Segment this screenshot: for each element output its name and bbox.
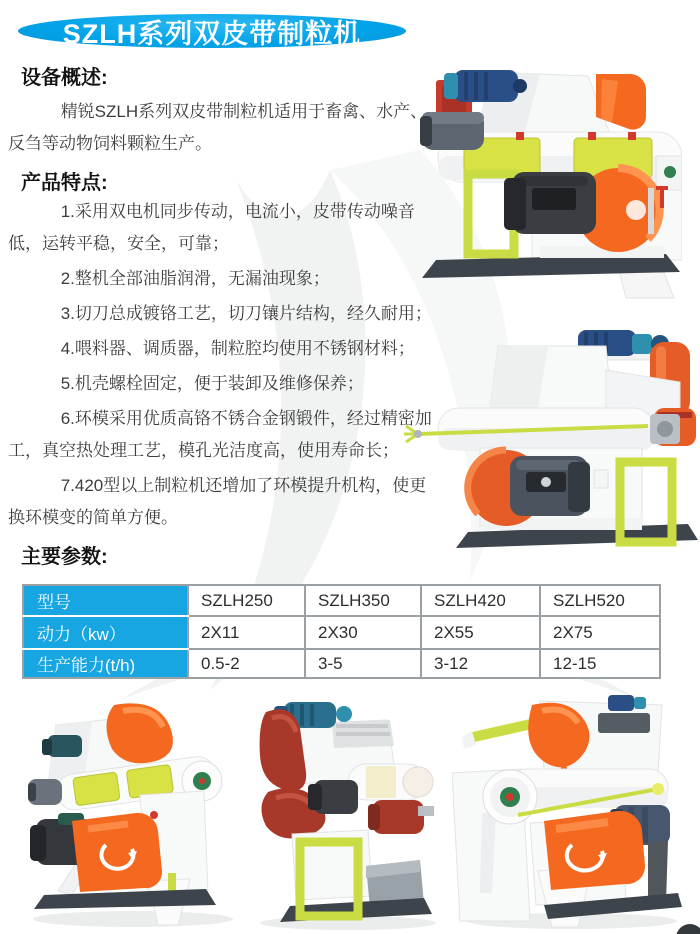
row-label-power: 动力（kw） [23, 616, 188, 649]
feature-item: 1.采用双电机同步传动，电流小，皮带传动噪音低，运转平稳，安全，可靠； [8, 202, 415, 253]
power-cell: 2X30 [305, 616, 421, 649]
features-heading: 产品特点: [21, 172, 108, 194]
feature-item: 6.环模采用优质高铬不锈合金钢锻件，经过精密加工，真空热处理工艺，模孔光洁度高，使用寿命长； [8, 409, 432, 460]
table-row-capacity [23, 649, 660, 678]
machine-photo-middle-right [398, 330, 700, 578]
machine-photo-bottom-middle [248, 700, 436, 932]
model-cell: SZLH250 [188, 585, 305, 616]
power-cell: 2X11 [188, 616, 305, 649]
table-row-power [23, 616, 660, 649]
power-cell: 2X75 [540, 616, 660, 649]
power-cell: 2X55 [421, 616, 540, 649]
machine-photo-top-right [420, 60, 682, 305]
feature-item: 3.切刀总成镀铬工艺，切刀镶片结构，经久耐用； [60, 304, 432, 323]
model-cell: SZLH520 [540, 585, 660, 616]
machine-photo-bottom-right [452, 693, 682, 931]
feature-item: 7.420型以上制粒机还增加了环模提升机构，使更换环模变的简单方便。 [8, 476, 427, 527]
feature-item: 2.整机全部油脂润滑，无漏油现象； [60, 269, 330, 288]
row-label-capacity: 生产能力(t/h) [23, 649, 188, 678]
parameters-heading: 主要参数: [21, 546, 108, 568]
table-row-model [23, 585, 660, 616]
overview-heading: 设备概述: [21, 67, 108, 89]
page-title: SZLH系列双皮带制粒机 [62, 18, 362, 49]
capacity-cell: 3-5 [305, 649, 421, 678]
parameters-table [22, 584, 661, 679]
overview-text: 精锐SZLH系列双皮带制粒机适用于畜禽、水产、反刍等动物饲料颗粒生产。 [8, 102, 428, 153]
model-cell: SZLH420 [421, 585, 540, 616]
feature-item: 4.喂料器、调质器，制粒腔均使用不锈钢材料； [60, 339, 415, 358]
capacity-cell: 0.5-2 [188, 649, 305, 678]
machine-photo-bottom-left [28, 695, 246, 930]
feature-item: 5.机壳螺栓固定，便于装卸及维修保养； [60, 374, 364, 393]
row-label-model: 型号 [23, 585, 188, 616]
model-cell: SZLH350 [305, 585, 421, 616]
title-banner [18, 14, 406, 48]
features-list [8, 196, 440, 537]
capacity-cell: 12-15 [540, 649, 660, 678]
capacity-cell: 3-12 [421, 649, 540, 678]
